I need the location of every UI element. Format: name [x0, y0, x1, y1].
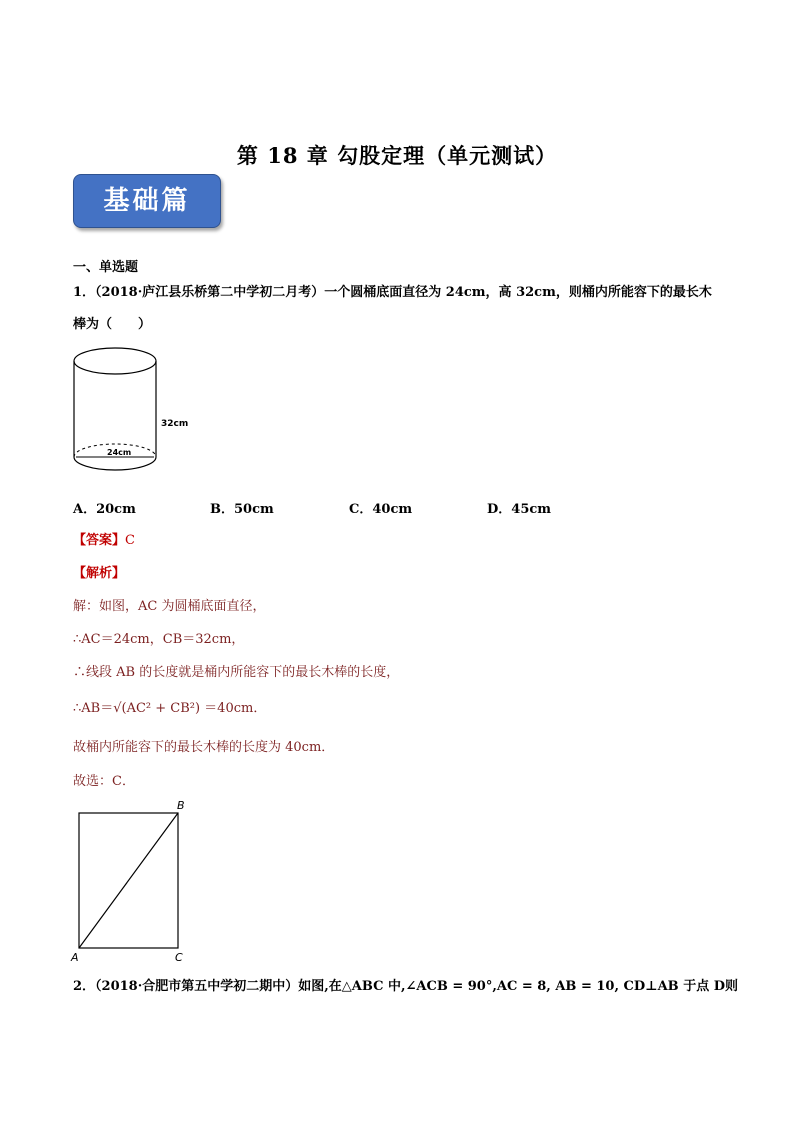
- point-b-label: B: [177, 799, 185, 812]
- answer-line: [73, 529, 135, 548]
- section-badge: 基础篇: [73, 174, 221, 228]
- question-1-text: 1．（2018·庐江县乐桥第二中学初二月考）一个圆桶底面直径为 24cm，高 32cm，则桶内所能容下的最长木: [73, 285, 712, 300]
- solution-line-5: 故桶内所能容下的最长木棒的长度为 40cm．: [73, 740, 335, 755]
- solution-line-1: 解：如图，AC 为圆桶底面直径，: [73, 599, 266, 614]
- diagonal-ab: [79, 813, 178, 948]
- page-title: 第 18 章 勾股定理（单元测试）: [236, 143, 558, 168]
- question-2-text: 2．（2018·合肥市第五中学初二期中）如图,在△ABC 中,∠ACB = 90°,AC = 8, AB = 10, CD⊥AB 于点 D则: [73, 979, 738, 994]
- option-c: C．40cm: [349, 502, 413, 517]
- cylinder-diameter-label: 24cm: [107, 448, 132, 457]
- section-heading: 一、单选题: [73, 260, 139, 275]
- question-1-text-cont: 棒为（ ）: [73, 317, 152, 332]
- cylinder-figure: [70, 345, 200, 475]
- rectangle-figure: [68, 798, 198, 968]
- solution-line-2: ∴AC＝24cm，CB＝32cm，: [73, 632, 245, 647]
- option-b: B．50cm: [210, 502, 274, 517]
- answer-value: C: [125, 533, 135, 548]
- solution-line-3: ∴线段 AB 的长度就是桶内所能容下的最长木棒的长度，: [73, 665, 400, 680]
- solution-line-6: 故选：C．: [73, 774, 135, 789]
- solution-line-4: ∴AB＝√(AC² + CB²) ＝40cm．: [73, 701, 267, 716]
- cylinder-height-label: 32cm: [161, 419, 189, 429]
- cylinder-top: [74, 348, 156, 374]
- cylinder-bottom-front: [74, 457, 156, 470]
- analysis-tag: 【解析】: [73, 566, 126, 581]
- point-a-label: A: [71, 951, 79, 964]
- point-c-label: C: [175, 951, 183, 964]
- answer-tag: 【答案】: [73, 533, 126, 548]
- option-d: D．45cm: [487, 502, 552, 517]
- option-a: A．20cm: [73, 502, 136, 517]
